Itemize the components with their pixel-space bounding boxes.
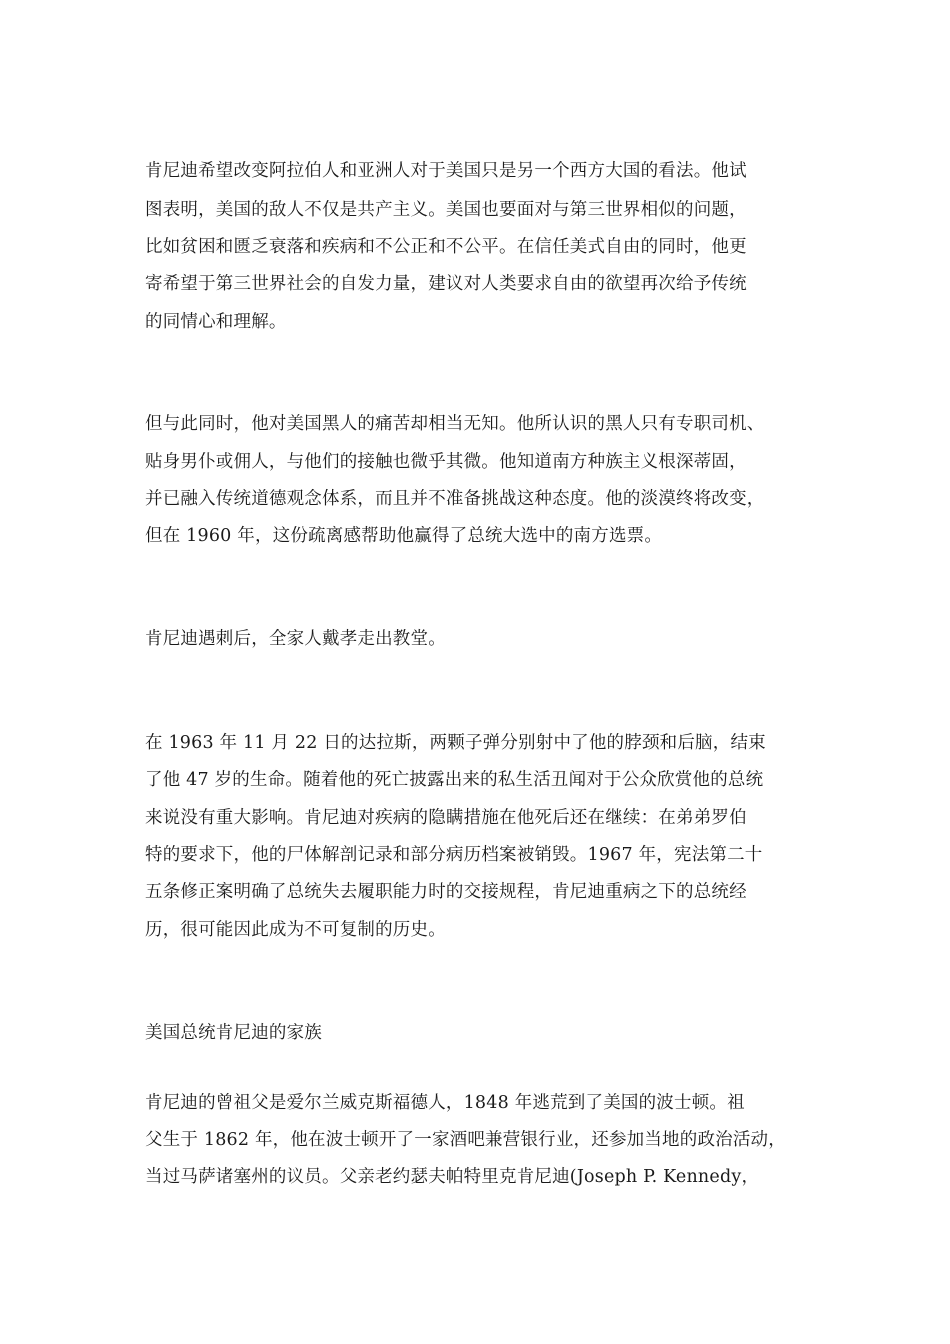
text-line: 历，很可能因此成为不可复制的历史。 [145,920,446,940]
text-line: 五条修正案明确了总统失去履职能力时的交接规程，肯尼迪重病之下的总统经 [145,882,747,902]
text-line: 当过马萨诸塞州的议员。父亲老约瑟夫帕特里克肯尼迪(Joseph P. Kennedy， [145,1167,760,1187]
text-line: 贴身男仆或佣人，与他们的接触也微乎其微。他知道南方种族主义根深蒂固， [145,452,747,472]
text-line: 了他 47 岁的生命。随着他的死亡披露出来的私生活丑闻对于公众欣赏他的总统 [145,770,764,790]
text-line: 但与此同时，他对美国黑人的痛苦却相当无知。他所认识的黑人只有专职司机、 [145,414,765,434]
text-line: 但在 1960 年，这份疏离感帮助他赢得了总统大选中的南方选票。 [145,526,663,546]
text-line: 肯尼迪希望改变阿拉伯人和亚洲人对于美国只是另一个西方大国的看法。他试 [145,161,747,181]
photo-caption: 肯尼迪遇刺后，全家人戴孝走出教堂。 [145,629,446,649]
text-line: 在 1963 年 11 月 22 日的达拉斯，两颗子弹分别射中了他的脖颈和后脑，结束 [145,733,766,753]
text-line: 比如贫困和匮乏衰落和疾病和不公正和不公平。在信任美式自由的同时，他更 [145,237,747,257]
text-line: 寄希望于第三世界社会的自发力量，建议对人类要求自由的欲望再次给予传统 [145,274,747,294]
text-line: 特的要求下，他的尸体解剖记录和部分病历档案被销毁。1967 年，宪法第二十 [145,845,763,865]
text-line: 肯尼迪的曾祖父是爱尔兰威克斯福德人，1848 年逃荒到了美国的波士顿。祖 [145,1093,745,1113]
text-line: 父生于 1862 年，他在波士顿开了一家酒吧兼营银行业，还参加当地的政治活动， [145,1130,786,1150]
text-line: 来说没有重大影响。肯尼迪对疾病的隐瞒措施在他死后还在继续：在弟弟罗伯 [145,808,747,828]
section-heading: 美国总统肯尼迪的家族 [145,1023,322,1043]
text-line: 并已融入传统道德观念体系，而且并不准备挑战这种态度。他的淡漠终将改变， [145,489,765,509]
text-line: 图表明，美国的敌人不仅是共产主义。美国也要面对与第三世界相似的问题， [145,200,747,220]
text-line: 的同情心和理解。 [145,312,287,332]
